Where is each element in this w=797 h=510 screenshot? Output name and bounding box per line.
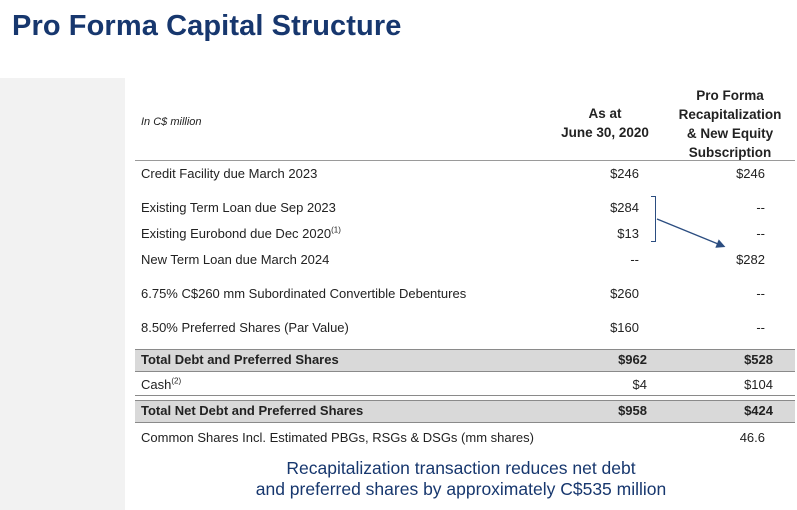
column-header-line: Subscription [688, 145, 772, 160]
value-pro-forma: -- [756, 286, 765, 301]
summary-line: Recapitalization transaction reduces net debt [286, 458, 636, 478]
header-divider [135, 160, 795, 161]
value-pro-forma: $528 [744, 352, 773, 367]
value-as-at: $284 [610, 200, 639, 215]
row-label: 6.75% C$260 mm Subordinated Convertible Debentures [141, 286, 467, 301]
value-as-at: $958 [618, 403, 647, 418]
value-pro-forma: -- [756, 320, 765, 335]
table-row [125, 164, 797, 184]
value-pro-forma: $282 [736, 252, 765, 267]
value-pro-forma: $246 [736, 166, 765, 181]
column-header-line: June 30, 2020 [561, 125, 649, 140]
value-as-at: $246 [610, 166, 639, 181]
value-pro-forma: 46.6 [739, 430, 765, 445]
refinance-arrow-icon [653, 208, 733, 253]
row-label: Total Debt and Preferred Shares [141, 352, 339, 367]
value-as-at: $962 [618, 352, 647, 367]
summary-note [125, 458, 797, 500]
value-pro-forma: $104 [744, 377, 773, 392]
row-label: Credit Facility due March 2023 [141, 166, 318, 181]
row-label: Common Shares Incl. Estimated PBGs, RSGs & DSGs (mm shares) [141, 430, 534, 445]
table-row-total [135, 349, 795, 372]
row-label-text: Existing Eurobond due Dec 2020 [141, 226, 332, 241]
row-label [141, 226, 341, 241]
column-header-line: Recapitalization [678, 107, 782, 122]
value-pro-forma: -- [756, 200, 765, 215]
row-label: Existing Term Loan due Sep 2023 [141, 200, 336, 215]
column-header-line: & New Equity [686, 126, 774, 141]
value-pro-forma: -- [756, 226, 765, 241]
table-row-total [135, 400, 795, 423]
column-header-as-at [545, 104, 665, 142]
table-row [125, 318, 797, 338]
page-title: Pro Forma Capital Structure [12, 10, 402, 42]
column-header-line: Pro Forma [696, 88, 764, 103]
column-header-pro-forma [665, 86, 795, 162]
table-row [125, 250, 797, 270]
row-label: Total Net Debt and Preferred Shares [141, 403, 364, 418]
footnote-marker: (2) [171, 376, 182, 386]
unit-label: In C$ million [141, 116, 202, 128]
table-row [125, 428, 797, 448]
value-as-at: -- [630, 252, 639, 267]
table-row [135, 375, 795, 396]
row-label-text: Cash [141, 377, 172, 392]
row-label: New Term Loan due March 2024 [141, 252, 330, 267]
row-label [141, 377, 181, 392]
value-pro-forma: $424 [744, 403, 773, 418]
summary-line: and preferred shares by approximately C$535 million [255, 479, 667, 499]
footnote-marker: (1) [331, 225, 341, 235]
capital-structure-table [125, 78, 797, 510]
value-as-at: $13 [617, 226, 639, 241]
value-as-at: $260 [610, 286, 639, 301]
row-label: 8.50% Preferred Shares (Par Value) [141, 320, 349, 335]
value-as-at: $4 [632, 377, 647, 392]
value-as-at: $160 [610, 320, 639, 335]
column-header-line: As at [588, 106, 622, 121]
table-row [125, 284, 797, 304]
